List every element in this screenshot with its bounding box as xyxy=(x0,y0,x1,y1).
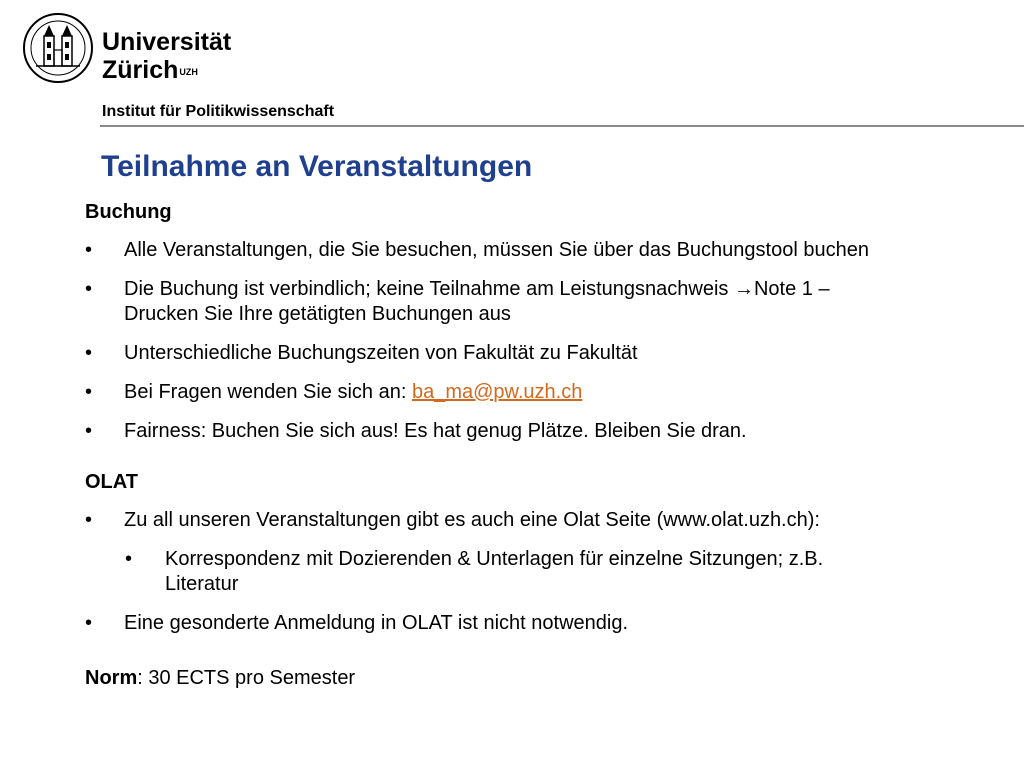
section-heading-olat: OLAT xyxy=(85,471,138,493)
university-name-line1: Universität xyxy=(102,28,232,56)
university-name xyxy=(102,28,231,84)
bullet: • xyxy=(85,342,93,364)
university-name-line2 xyxy=(102,56,231,84)
norm-line xyxy=(85,666,985,691)
list-item xyxy=(85,380,985,405)
list-item-text-line2: Drucken Sie Ihre getätigten Buchungen aus xyxy=(124,303,511,325)
arrow-right-icon: → xyxy=(733,278,754,300)
list-item xyxy=(85,277,985,327)
bullet: • xyxy=(85,381,93,403)
list-item xyxy=(85,341,985,366)
list-item-text: Eine gesonderte Anmeldung in OLAT ist nicht notwendig. xyxy=(124,612,629,634)
list-item-note: Note 1 – xyxy=(753,278,830,300)
list-item-text: Bei Fragen wenden Sie sich an: xyxy=(124,381,412,403)
list-item-text: Fairness: Buchen Sie sich aus! Es hat genug Plätze. Bleiben Sie dran. xyxy=(124,420,747,442)
sub-list-item xyxy=(85,547,985,597)
slide-title: Teilnahme an Veranstaltungen xyxy=(101,150,533,183)
slide-content xyxy=(85,200,985,691)
slide-header xyxy=(0,0,1024,128)
list-item xyxy=(85,419,985,444)
list-item xyxy=(85,238,985,263)
bullet: • xyxy=(85,420,93,442)
bullet: • xyxy=(85,509,93,531)
section-heading-buchung: Buchung xyxy=(85,201,172,223)
bullet: • xyxy=(85,239,93,261)
university-city: Zürich xyxy=(102,56,179,84)
list-item-text: Korrespondenz mit Dozierenden & Unterlagen für einzelne Sitzungen; z.B. xyxy=(165,548,824,570)
list-item xyxy=(85,508,985,533)
norm-text: : 30 ECTS pro Semester xyxy=(137,667,356,689)
list-item-text-line2: Literatur xyxy=(165,573,239,595)
bullet: • xyxy=(85,278,93,300)
list-item xyxy=(85,611,985,636)
list-item-text: Zu all unseren Veranstaltungen gibt es auch eine Olat Seite (www.olat.uzh.ch): xyxy=(124,509,820,531)
university-seal-icon xyxy=(22,12,94,84)
bullet: • xyxy=(125,548,133,570)
norm-label: Norm xyxy=(85,667,138,689)
contact-email-link[interactable]: ba_ma@pw.uzh.ch xyxy=(411,381,583,403)
list-item-text: Alle Veranstaltungen, die Sie besuchen, müssen Sie über das Buchungstool buchen xyxy=(124,239,869,261)
list-item-text: Unterschiedliche Buchungszeiten von Fakultät zu Fakultät xyxy=(124,342,638,364)
list-item-text: Die Buchung ist verbindlich; keine Teilnahme am Leistungsnachweis xyxy=(124,278,734,300)
institute-name: Institut für Politikwissenschaft xyxy=(102,103,335,120)
header-divider xyxy=(100,125,1024,127)
bullet: • xyxy=(85,612,93,634)
university-abbreviation: UZH xyxy=(179,67,198,77)
